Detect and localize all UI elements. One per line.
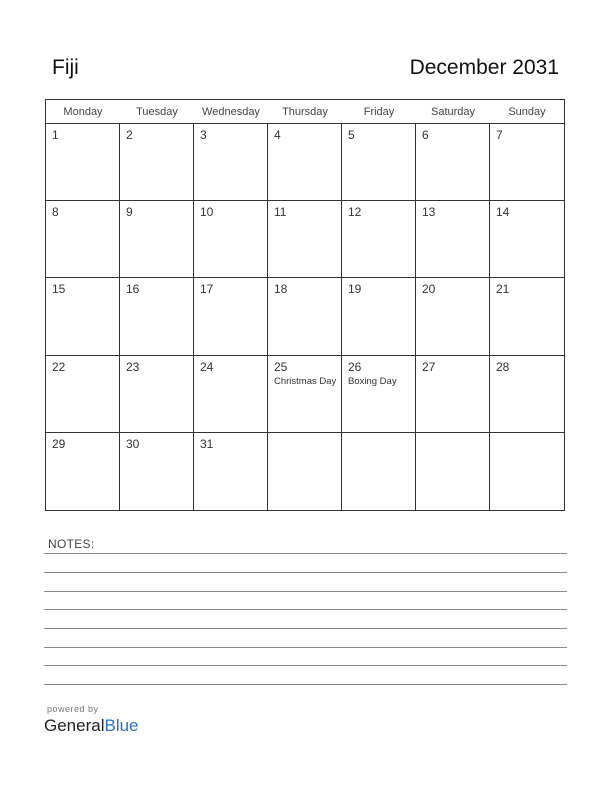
day-cell [120, 433, 194, 510]
weekday-header: Monday [46, 100, 120, 124]
day-number: 18 [274, 282, 288, 297]
weekday-header: Wednesday [194, 100, 268, 124]
day-cell [490, 124, 564, 201]
day-number: 28 [496, 359, 510, 374]
day-cell [46, 433, 120, 510]
day-cell [416, 278, 490, 355]
day-cell [120, 356, 194, 433]
day-number: 30 [126, 436, 140, 451]
day-cell [342, 124, 416, 201]
day-cell [490, 278, 564, 355]
day-cell [120, 201, 194, 278]
day-number: 7 [496, 128, 503, 142]
brand-logo [44, 716, 139, 736]
day-number: 23 [126, 359, 140, 374]
day-number: 10 [200, 205, 214, 220]
day-cell [194, 278, 268, 355]
day-number: 5 [348, 128, 355, 142]
day-cell [490, 201, 564, 278]
powered-by-text: powered by [47, 704, 99, 714]
day-number: 13 [422, 205, 436, 220]
day-cell [46, 278, 120, 355]
day-cell [268, 201, 342, 278]
note-line [44, 647, 567, 648]
weekday-header: Saturday [416, 100, 490, 124]
day-cell [490, 356, 564, 433]
day-number: 21 [496, 282, 510, 297]
weekday-header: Thursday [268, 100, 342, 124]
note-line [44, 609, 567, 610]
notes-label: NOTES: [48, 537, 95, 551]
day-cell [194, 201, 268, 278]
day-number: 3 [200, 128, 207, 142]
brand-blue: Blue [104, 716, 139, 735]
day-number: 31 [200, 436, 214, 451]
day-number: 4 [274, 128, 281, 142]
day-number: 25 [274, 359, 288, 374]
day-cell [416, 433, 490, 510]
note-line [44, 572, 567, 573]
day-number: 12 [348, 205, 362, 220]
day-cell [490, 433, 564, 510]
day-cell [268, 433, 342, 510]
day-number: 27 [422, 359, 436, 374]
day-cell [268, 278, 342, 355]
country-title: Fiji [52, 56, 79, 79]
day-number: 15 [52, 282, 66, 297]
note-line [44, 553, 567, 554]
weekday-header: Sunday [490, 100, 564, 124]
day-number: 19 [348, 282, 362, 297]
day-cell [194, 124, 268, 201]
weekday-header: Friday [342, 100, 416, 124]
day-number: 17 [200, 282, 214, 297]
day-number: 11 [274, 205, 287, 220]
weekday-header: Tuesday [120, 100, 194, 124]
day-cell [194, 356, 268, 433]
note-line [44, 665, 567, 666]
holiday-label: Christmas Day [274, 375, 337, 387]
day-number: 26 [348, 359, 362, 374]
brand-general: General [44, 716, 105, 735]
day-cell [194, 433, 268, 510]
note-line [44, 684, 567, 685]
day-cell [120, 124, 194, 201]
day-cell [268, 356, 342, 433]
holiday-label: Boxing Day [348, 375, 397, 387]
day-cell [46, 201, 120, 278]
day-number: 6 [422, 128, 429, 142]
day-cell [342, 278, 416, 355]
day-cell [342, 201, 416, 278]
day-number: 8 [52, 205, 59, 220]
note-line [44, 628, 567, 629]
day-cell [46, 356, 120, 433]
day-cell [268, 124, 342, 201]
day-cell [416, 124, 490, 201]
day-cell [342, 433, 416, 510]
day-number: 2 [126, 128, 133, 142]
day-number: 1 [52, 128, 59, 142]
day-number: 9 [126, 205, 133, 220]
day-cell [46, 124, 120, 201]
day-number: 22 [52, 359, 66, 374]
day-cell [120, 278, 194, 355]
day-number: 20 [422, 282, 436, 297]
day-number: 24 [200, 359, 214, 374]
day-number: 16 [126, 282, 140, 297]
month-title: December 2031 [409, 56, 559, 79]
day-number: 14 [496, 205, 510, 220]
day-number: 29 [52, 436, 66, 451]
day-cell [342, 356, 416, 433]
calendar-grid [45, 99, 565, 511]
note-line [44, 591, 567, 592]
day-cell [416, 356, 490, 433]
day-cell [416, 201, 490, 278]
